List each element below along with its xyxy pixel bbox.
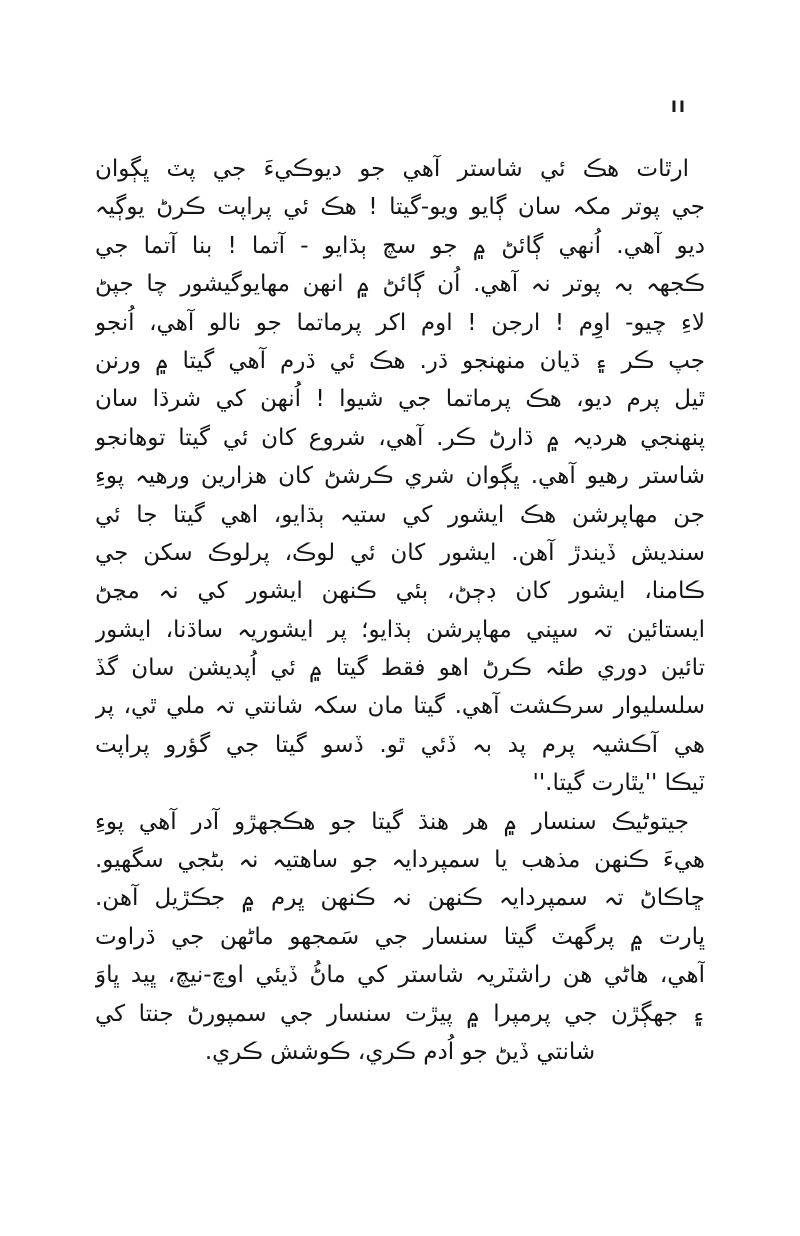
text-line: سلسليوار سرڪشت آهي. گيتا مان سکہ شانتي تہ ملي ٿي، پر — [95, 693, 705, 720]
text-line: ٽيڪا ''يٿارت گيتا.'' — [532, 770, 705, 797]
text-line: ايستائين تہ سڀني مهاپرشن ٻڌايو؛ پر ايشوريہ ساڌنا، ايشور — [95, 616, 705, 643]
text-line: هيءَ ڪنهن مذهب يا سمپردايہ جو ساهتيہ نہ بڻجي سگهيو. — [95, 847, 705, 874]
text-line: ڇاڪاڻ تہ سمپردايہ ڪنهن نہ ڪنهن ڀرم ۾ جڪڙيل آهن. — [95, 885, 705, 912]
text-line: جپ ڪر ۽ ڌيان منهنجو ڌر. هڪ ئي ڌرم آهي گيتا ۾ ورنن — [95, 347, 705, 374]
page-number: II — [671, 97, 687, 116]
text-line: ٿيل پرم ديو، هڪ پرماتما جي شيوا ! اُنهن کي شرڌا سان — [95, 386, 705, 413]
text-line: ۽ جهڳڙن جي پرمپرا ۾ پيڙت سنسار جي سمپورڻ جنتا کي — [95, 1000, 705, 1027]
text-line: آهي، هاڻي هن راشٽريہ شاستر کي ماڻُ ڏيئي اوچ-نيچ، ڀيد ڀاوَ — [95, 962, 705, 989]
text-line: شاستر رهيو آهي. ڀڳوان شري ڪرشڻ کان هزارين ورهيہ پوءِ — [95, 463, 705, 490]
text-line: ڀارت ۾ پرگهٽ گيتا سنسار جي سَمجهو ماڻهن جي ڌراوت — [95, 923, 705, 950]
text-line: ڪجهہ بہ پوتر نہ آهي. اُن ڳائڻ ۾ انهن مهايوگيشور چا جپڻ — [95, 271, 705, 298]
text-line: تائين دوري طئہ ڪرڻ اهو فقط گيتا ۾ ئي اُپديشن سان گڏ — [95, 655, 705, 682]
text-line: جن مهاپرشن هڪ ايشور کي ستيہ ٻڌايو، اهي گيتا جا ئي — [95, 501, 705, 528]
text-line: هي آڪشيہ پرم پد بہ ڏئي ٿو. ڏسو گيتا جي گؤرو پراپت — [95, 731, 705, 758]
paragraph-2 — [95, 803, 705, 1072]
text-line: لاءِ چيو- اوِم ! ارجن ! اوم اکر پرماتما جو نالو آهي، اُنجو — [95, 309, 705, 336]
text-line: جي پوتر مکہ سان ڳايو ويو-گيتا ! هڪ ئي پراپت ڪرڻ يوڳيہ — [95, 194, 705, 221]
text-line: پنهنجي هرديہ ۾ ڌارڻ ڪر. آهي، شروع کان ئي گيتا توهانجو — [95, 424, 705, 451]
text-line: ارٿات هڪ ئي شاستر آهي جو ديوڪيءَ جي پٽ ڀڳوان — [95, 156, 689, 182]
paragraph-1 — [95, 150, 705, 803]
text-line: سنديش ڏيندڙ آهن. ايشور کان ئي لوڪ، پرلوڪ سکن جي — [95, 539, 705, 566]
text-block — [95, 150, 705, 1071]
text-line: جيتوڻيڪ سنسار ۾ هر هنڌ گيتا جو هڪجهڙو آدر آهي پوءِ — [95, 808, 689, 835]
text-line: ديو آهي. اُنهي ڳائڻ ۾ جو سچ ٻڌايو - آتما ! بنا آتما جي — [95, 232, 705, 259]
text-line: شانتي ڏيڻ جو اُدم ڪري، ڪوشش ڪري. — [204, 1038, 596, 1065]
text-line: ڪامنا، ايشور کان ڊڄڻ، ٻئي ڪنهن ايشور کي نہ مڃڻ — [95, 578, 705, 605]
